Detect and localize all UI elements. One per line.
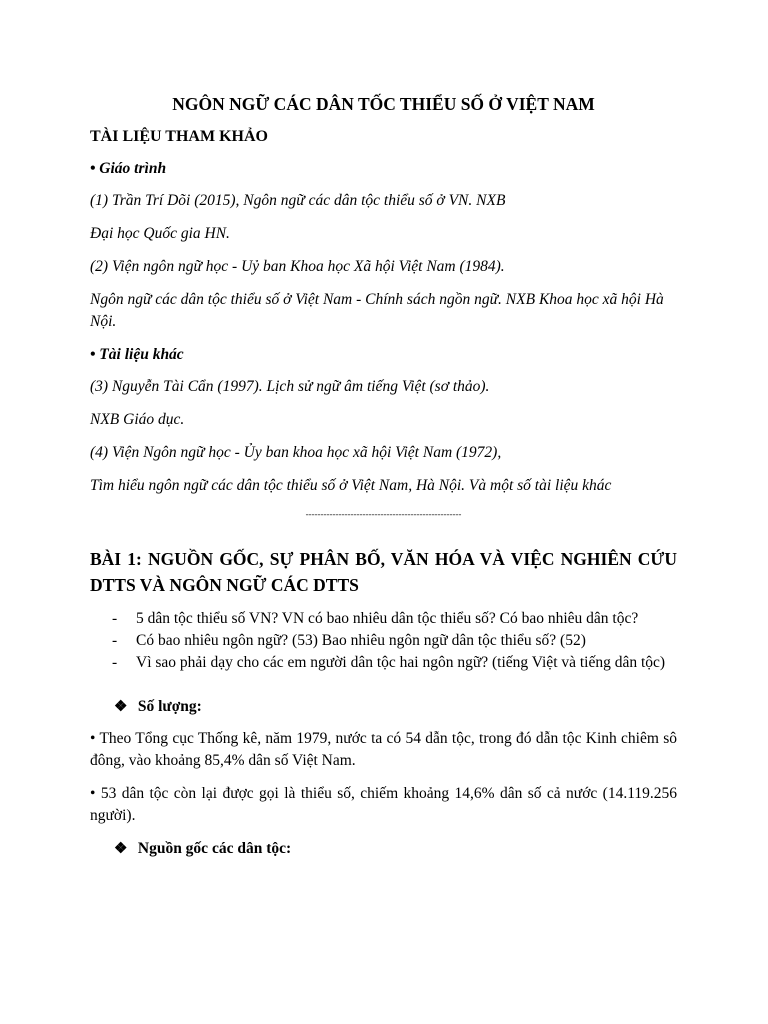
dash-bullet: -	[112, 654, 118, 671]
body-paragraph: • Theo Tổng cục Thống kê, năm 1979, nước ta có 54 dẫn tộc, trong đó dẫn tộc Kinh chiêm sô đông, vào khoảng 85,4% dân số Việt Nam.	[90, 730, 677, 769]
document-page	[90, 92, 677, 870]
body-paragraph: • 53 dân tộc còn lại được gọi là thiểu số, chiếm khoảng 14,6% dân số cả nước (14.119.256 người).	[90, 785, 677, 824]
reference-line: Tìm hiểu ngôn ngữ các dân tộc thiểu số ở Việt Nam, Hà Nội. Và một số tài liệu khác	[90, 477, 612, 494]
reference-line: Ngôn ngữ các dân tộc thiểu số ở Việt Nam - Chính sách ngồn ngữ. NXB Khoa học xã hội Hà Nội.	[90, 291, 664, 330]
section-separator: ----------------------------------------------------	[305, 509, 462, 519]
reference-line: (2) Viện ngôn ngữ học - Uỷ ban Khoa học Xã hội Việt Nam (1984).	[90, 258, 505, 275]
question-text: Có bao nhiêu ngôn ngữ? (53) Bao nhiêu ngôn ngữ dân tộc thiểu số? (52)	[136, 632, 586, 649]
origin-heading	[114, 838, 677, 860]
dash-bullet: -	[112, 632, 118, 649]
question-text: 5 dân tộc thiểu số VN? VN có bao nhiêu dân tộc thiểu số? Có bao nhiêu dân tộc?	[136, 610, 639, 627]
question-item	[90, 608, 677, 630]
quantity-heading	[114, 696, 677, 718]
question-list	[90, 608, 677, 674]
reference-line: Đại học Quốc gia HN.	[90, 225, 230, 242]
reference-line: (4) Viện Ngôn ngữ học - Ủy ban khoa học xã hội Việt Nam (1972),	[90, 444, 502, 461]
textbook-heading: • Giáo trình	[90, 160, 167, 177]
question-text: Vì sao phải dạy cho các em người dân tộc hai ngôn ngữ? (tiếng Việt và tiếng dân tộc)	[136, 654, 666, 671]
question-item	[90, 652, 677, 674]
origin-heading-text: Nguồn gốc các dân tộc:	[137, 840, 292, 857]
reference-line: (3) Nguyễn Tài Cẩn (1997). Lịch sử ngữ âm tiếng Việt (sơ thảo).	[90, 378, 490, 395]
references-heading: TÀI LIỆU THAM KHẢO	[90, 128, 268, 145]
quantity-heading-text: Số lượng:	[137, 698, 202, 715]
question-item	[90, 630, 677, 652]
dash-bullet: -	[112, 610, 118, 627]
reference-line: NXB Giáo dục.	[90, 411, 185, 428]
document-title: NGÔN NGỮ CÁC DÂN TỐC THIỂU SỐ Ở VIỆT NAM	[172, 94, 595, 114]
other-references-heading: • Tài liệu khác	[90, 346, 184, 363]
diamond-bullet-icon: ❖	[114, 841, 128, 857]
reference-line: (1) Trần Trí Dõi (2015), Ngôn ngữ các dân tộc thiểu số ở VN. NXB	[90, 192, 506, 209]
lesson-title: BÀI 1: NGUỒN GỐC, SỰ PHÂN BỐ, VĂN HÓA VÀ VIỆC NGHIÊN CỨU DTTS VÀ NGÔN NGỮ CÁC DTTS	[90, 549, 677, 595]
diamond-bullet-icon: ❖	[114, 699, 128, 715]
